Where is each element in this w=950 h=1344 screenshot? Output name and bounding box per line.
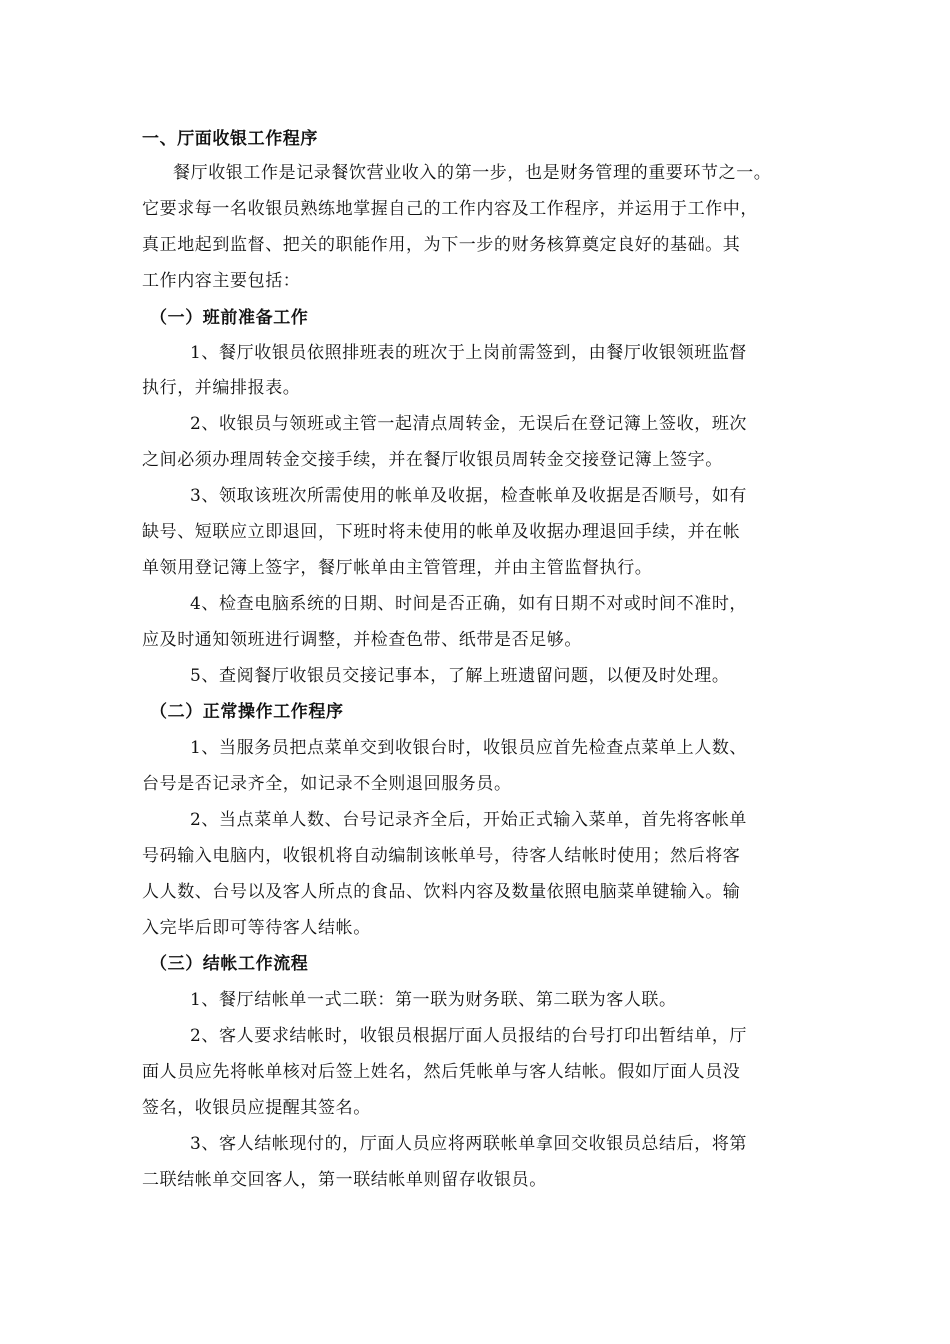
intro-line-3: 真正地起到监督、把关的职能作用，为下一步的财务核算奠定良好的基础。其: [142, 235, 741, 255]
section-heading-2: （二）正常操作工作程序: [150, 702, 344, 722]
paragraph-text: 2、当点菜单人数、台号记录齐全后，开始正式输入菜单，首先将客帐单: [190, 810, 748, 830]
paragraph-text: 3、客人结帐现付的，厅面人员应将两联帐单拿回交收银员总结后，将第: [190, 1134, 748, 1154]
paragraph-text: 执行，并编排报表。: [142, 378, 301, 398]
paragraph-text: 签名，收银员应提醒其签名。: [142, 1098, 371, 1118]
paragraph-text: 5、查阅餐厅收银员交接记事本，了解上班遗留问题，以便及时处理。: [190, 666, 730, 686]
paragraph-text: 台号是否记录齐全，如记录不全则退回服务员。: [142, 774, 512, 794]
paragraph-text: 二联结帐单交回客人，第一联结帐单则留存收银员。: [142, 1170, 547, 1190]
intro-line-2: 它要求每一名收银员熟练地掌握自己的工作内容及工作程序，并运用于工作中，: [142, 199, 758, 219]
paragraph-text: 应及时通知领班进行调整，并检查色带、纸带是否足够。: [142, 630, 582, 650]
paragraph-text: 3、领取该班次所需使用的帐单及收据，检查帐单及收据是否顺号，如有: [190, 486, 748, 506]
paragraph-text: 入完毕后即可等待客人结帐。: [142, 918, 371, 938]
paragraph-text: 4、检查电脑系统的日期、时间是否正确，如有日期不对或时间不准时，: [190, 594, 748, 614]
intro-line-4: 工作内容主要包括：: [142, 271, 301, 291]
paragraph-text: 1、餐厅收银员依照排班表的班次于上岗前需签到，由餐厅收银领班监督: [190, 343, 748, 363]
paragraph-text: 缺号、短联应立即退回，下班时将未使用的帐单及收据办理退回手续，并在帐: [142, 522, 741, 542]
paragraph-text: 人人数、台号以及客人所点的食品、饮料内容及数量依照电脑菜单键输入。输: [142, 882, 741, 902]
intro-line-1: 餐厅收银工作是记录餐饮营业收入的第一步，也是财务管理的重要环节之一。: [173, 163, 772, 183]
paragraph-text: 之间必须办理周转金交接手续，并在餐厅收银员周转金交接登记簿上签字。: [142, 450, 723, 470]
paragraph-text: 面人员应先将帐单核对后签上姓名，然后凭帐单与客人结帐。假如厅面人员没: [142, 1062, 741, 1082]
section-heading-3: （三）结帐工作流程: [150, 954, 309, 974]
paragraph-text: 号码输入电脑内，收银机将自动编制该帐单号，待客人结帐时使用；然后将客: [142, 846, 741, 866]
paragraph-text: 1、当服务员把点菜单交到收银台时，收银员应首先检查点菜单上人数、: [190, 738, 748, 758]
paragraph-text: 1、餐厅结帐单一式二联：第一联为财务联、第二联为客人联。: [190, 990, 677, 1010]
paragraph-text: 单领用登记簿上签字，餐厅帐单由主管管理，并由主管监督执行。: [142, 558, 653, 578]
paragraph-text: 2、客人要求结帐时，收银员根据厅面人员报结的台号打印出暂结单，厅: [190, 1026, 748, 1046]
document-title: 一、厅面收银工作程序: [142, 129, 318, 149]
paragraph-text: 2、收银员与领班或主管一起清点周转金，无误后在登记簿上签收，班次: [190, 414, 748, 434]
section-heading-1: （一）班前准备工作: [150, 308, 309, 328]
